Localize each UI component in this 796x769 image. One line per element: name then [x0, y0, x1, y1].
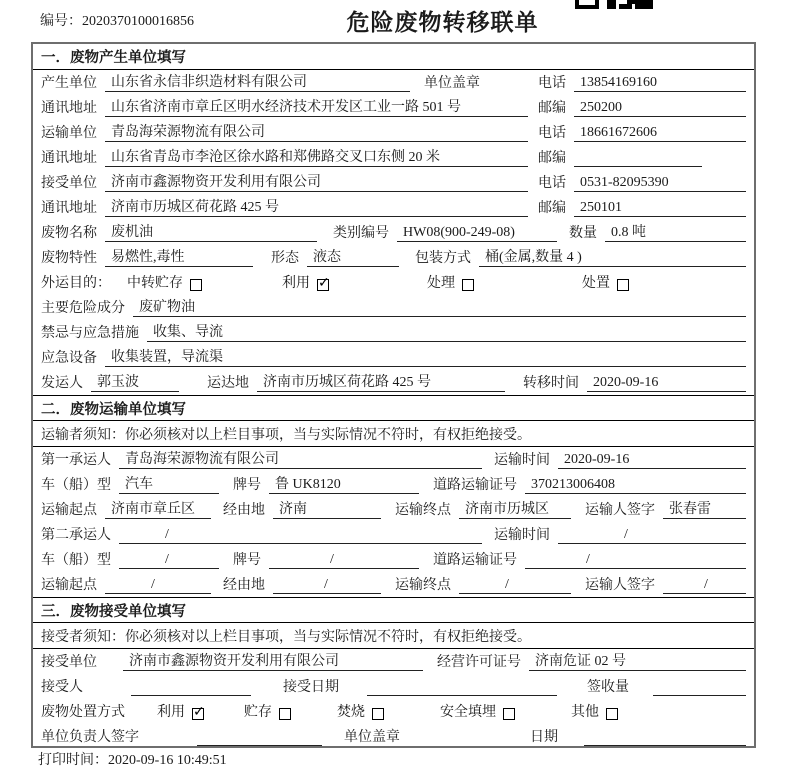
- dest-value: 济南市历城区荷花路 425 号: [257, 371, 505, 392]
- producer-label: 产生单位: [41, 76, 97, 91]
- unit-seal-label: 单位盖章: [344, 730, 400, 745]
- phone3-value: 0531-82095390: [574, 175, 746, 192]
- section2-header: 二．废物运输单位填写: [33, 395, 754, 421]
- phone1-value: 13854169160: [574, 75, 746, 92]
- section1-header: 一．废物产生单位填写: [33, 44, 754, 70]
- manager-sign-row: [33, 724, 754, 749]
- origin1-value: 济南市章丘区: [105, 498, 211, 519]
- accept-unit-row: [33, 649, 754, 674]
- transfer-time-label: 转移时间: [523, 376, 579, 391]
- sign1-label: 运输人签字: [585, 503, 655, 518]
- phone1-label: 电话: [538, 76, 566, 91]
- option-label: 利用: [157, 705, 185, 720]
- zip3-value: 250101: [574, 200, 746, 217]
- phone2-value: 18661672606: [574, 125, 746, 142]
- qr-module: [635, 0, 653, 9]
- purpose-option-use: [282, 272, 329, 292]
- vehicle1-row: [33, 472, 754, 497]
- category-value: HW08(900-249-08): [397, 225, 557, 242]
- print-time: [38, 749, 227, 769]
- addr3-label: 通讯地址: [41, 201, 97, 216]
- waste-name-label: 废物名称: [41, 226, 97, 241]
- route2-row: [33, 572, 754, 597]
- option-label: 处理: [427, 276, 455, 291]
- disposal-row: [33, 699, 754, 724]
- option-label: 处置: [582, 276, 610, 291]
- carrier1-row: [33, 447, 754, 472]
- route1-row: [33, 497, 754, 522]
- carrier1-label: 第一承运人: [41, 453, 111, 468]
- addr3-value: 济南市历城区荷花路 425 号: [105, 196, 528, 217]
- addr1-value: 山东省济南市章丘区明水经济技术开发区工业一路 501 号: [105, 96, 528, 117]
- zip2-label: 邮编: [538, 151, 566, 166]
- time1-value: 2020-09-16: [558, 452, 746, 469]
- packing-label: 包装方式: [415, 251, 471, 266]
- disposal-label: 废物处置方式: [41, 705, 125, 720]
- time2-value: /: [558, 527, 746, 544]
- receiver-address-row: [33, 195, 754, 220]
- purpose-row: [33, 270, 754, 295]
- checkbox-icon: [617, 279, 629, 291]
- print-time-label: 打印时间：: [38, 753, 108, 768]
- vehicle2-row: [33, 547, 754, 572]
- disposal-option-store: [244, 701, 291, 721]
- hazard-row: [33, 295, 754, 320]
- checkbox-icon: [462, 279, 474, 291]
- license-no-label: 经营许可证号: [437, 655, 521, 670]
- transporter-label: 运输单位: [41, 126, 97, 141]
- seal-label: 单位盖章: [424, 76, 480, 91]
- notice-text: 你必须核对以上栏目事项，当与实际情况不符时，有权拒绝接受。: [125, 427, 531, 443]
- via1-value: 济南: [273, 498, 381, 519]
- taboo-row: [33, 320, 754, 345]
- qty-label: 数量: [569, 226, 597, 241]
- character-label: 废物特性: [41, 251, 97, 266]
- phone3-label: 电话: [538, 176, 566, 191]
- packing-value: 桶(金属,数量 4 ): [479, 246, 746, 267]
- sign2-value: /: [663, 577, 746, 594]
- zip1-value: 250200: [574, 100, 746, 117]
- transporter-row: [33, 120, 754, 145]
- received-qty-value: [653, 679, 746, 696]
- license1-value: 370213006408: [525, 477, 746, 494]
- carrier1-value: 青岛海荣源物流有限公司: [119, 448, 482, 469]
- vehicle2-value: /: [119, 552, 219, 569]
- received-qty-label: 签收量: [587, 680, 629, 695]
- notice-text: 你必须核对以上栏目事项，当与实际情况不符时，有权拒绝接受。: [125, 629, 531, 645]
- equipment-label: 应急设备: [41, 351, 97, 366]
- receiver-notice-row: [33, 623, 754, 649]
- disposal-option-burn: [337, 701, 384, 721]
- license2-label: 道路运输证号: [433, 553, 517, 568]
- notice-label: 运输者须知：: [41, 427, 125, 443]
- checkbox-icon: [279, 708, 291, 720]
- print-time-value: 2020-09-16 10:49:51: [108, 753, 227, 768]
- sign1-value: 张春雷: [663, 498, 746, 519]
- time2-label: 运输时间: [494, 528, 550, 543]
- category-label: 类别编号: [333, 226, 389, 241]
- qr-module: [627, 0, 635, 4]
- origin2-value: /: [105, 577, 211, 594]
- producer-value: 山东省永信非织造材料有限公司: [105, 71, 410, 92]
- producer-address-row: [33, 95, 754, 120]
- option-label: 贮存: [244, 705, 272, 720]
- end2-label: 运输终点: [395, 578, 451, 593]
- form-label: 形态: [271, 251, 299, 266]
- notice-label: 接受者须知：: [41, 629, 125, 645]
- transfer-form-table: [31, 42, 756, 748]
- accept-date-label: 接受日期: [283, 680, 339, 695]
- plate2-label: 牌号: [233, 553, 261, 568]
- date-label: 日期: [530, 730, 558, 745]
- vehicle2-label: 车（船）型: [41, 553, 111, 568]
- transfer-time-value: 2020-09-16: [587, 375, 746, 392]
- time1-label: 运输时间: [494, 453, 550, 468]
- transporter-address-row: [33, 145, 754, 170]
- license2-value: /: [525, 552, 746, 569]
- zip2-value: [574, 150, 702, 167]
- purpose-option-dispose: [582, 272, 629, 292]
- zip3-label: 邮编: [538, 201, 566, 216]
- page-title: 危险废物转移联单: [346, 9, 539, 35]
- manager-sign-value: [197, 729, 322, 746]
- sign2-label: 运输人签字: [585, 578, 655, 593]
- checkbox-icon: [192, 708, 204, 720]
- qty-value: 0.8 吨: [605, 221, 746, 242]
- end1-value: 济南市历城区: [459, 498, 571, 519]
- disposal-option-use: [157, 701, 204, 721]
- shipper-row: [33, 370, 754, 395]
- date-value: [584, 729, 746, 746]
- receiver-value: 济南市鑫源物资开发利用有限公司: [105, 171, 528, 192]
- plate2-value: /: [269, 552, 419, 569]
- producer-row: [33, 70, 754, 95]
- transporter-notice-row: [33, 421, 754, 447]
- checkbox-icon: [317, 279, 329, 291]
- doc-number: [40, 10, 194, 30]
- acceptor-label: 接受人: [41, 680, 83, 695]
- shipper-label: 发运人: [41, 376, 83, 391]
- zip1-label: 邮编: [538, 101, 566, 116]
- hazard-value: 废矿物油: [133, 296, 746, 317]
- origin1-label: 运输起点: [41, 503, 97, 518]
- option-label: 利用: [282, 276, 310, 291]
- license1-label: 道路运输证号: [433, 478, 517, 493]
- via2-label: 经由地: [223, 578, 265, 593]
- phone2-label: 电话: [538, 126, 566, 141]
- checkbox-icon: [606, 708, 618, 720]
- document-header: [0, 0, 796, 42]
- end2-value: /: [459, 577, 571, 594]
- carrier2-value: /: [119, 527, 482, 544]
- waste-character-row: [33, 245, 754, 270]
- vehicle1-value: 汽车: [119, 473, 219, 494]
- purpose-label: 外运目的：: [41, 276, 111, 291]
- qr-module: [619, 4, 632, 9]
- purpose-option-transfer: [127, 272, 202, 292]
- option-label: 安全填埋: [440, 705, 496, 720]
- qr-code-fragment-icon: [575, 0, 653, 9]
- addr1-label: 通讯地址: [41, 101, 97, 116]
- option-label: 其他: [571, 705, 599, 720]
- carrier2-row: [33, 522, 754, 547]
- dest-label: 运达地: [207, 376, 249, 391]
- option-label: 中转贮存: [127, 276, 183, 291]
- hazard-label: 主要危险成分: [41, 301, 125, 316]
- form-value: 液态: [307, 246, 399, 267]
- section3-header: 三．废物接受单位填写: [33, 597, 754, 623]
- equipment-row: [33, 345, 754, 370]
- option-label: 焚烧: [337, 705, 365, 720]
- disposal-option-other: [571, 701, 618, 721]
- addr2-value: 山东省青岛市李沧区徐水路和郑佛路交叉口东侧 20 米: [105, 146, 528, 167]
- qr-module: [607, 0, 616, 9]
- origin2-label: 运输起点: [41, 578, 97, 593]
- plate1-value: 鲁 UK8120: [269, 473, 419, 494]
- shipper-value: 郭玉波: [91, 371, 179, 392]
- receiver-row: [33, 170, 754, 195]
- acceptor-row: [33, 674, 754, 699]
- carrier2-label: 第二承运人: [41, 528, 111, 543]
- addr2-label: 通讯地址: [41, 151, 97, 166]
- via1-label: 经由地: [223, 503, 265, 518]
- accept-unit-label: 接受单位: [41, 655, 97, 670]
- equipment-value: 收集装置，导流渠: [105, 346, 746, 367]
- taboo-value: 收集、导流: [147, 321, 746, 342]
- accept-unit-value: 济南市鑫源物资开发利用有限公司: [123, 650, 423, 671]
- doc-number-label: 编号：: [40, 14, 82, 29]
- end1-label: 运输终点: [395, 503, 451, 518]
- accept-date-value: [367, 679, 557, 696]
- license-no-value: 济南危证 02 号: [529, 650, 746, 671]
- checkbox-icon: [503, 708, 515, 720]
- acceptor-value: [131, 679, 251, 696]
- waste-name-value: 废机油: [105, 221, 317, 242]
- transporter-value: 青岛海荣源物流有限公司: [105, 121, 528, 142]
- via2-value: /: [273, 577, 381, 594]
- qr-module: [575, 0, 599, 9]
- vehicle1-label: 车（船）型: [41, 478, 111, 493]
- waste-name-row: [33, 220, 754, 245]
- character-value: 易燃性,毒性: [105, 246, 253, 267]
- plate1-label: 牌号: [233, 478, 261, 493]
- taboo-label: 禁忌与应急措施: [41, 326, 139, 341]
- disposal-option-landfill: [440, 701, 515, 721]
- purpose-option-treat: [427, 272, 474, 292]
- receiver-label: 接受单位: [41, 176, 97, 191]
- doc-number-value: 2020370100016856: [82, 14, 194, 29]
- checkbox-icon: [372, 708, 384, 720]
- manager-sign-label: 单位负责人签字: [41, 730, 139, 745]
- checkbox-icon: [190, 279, 202, 291]
